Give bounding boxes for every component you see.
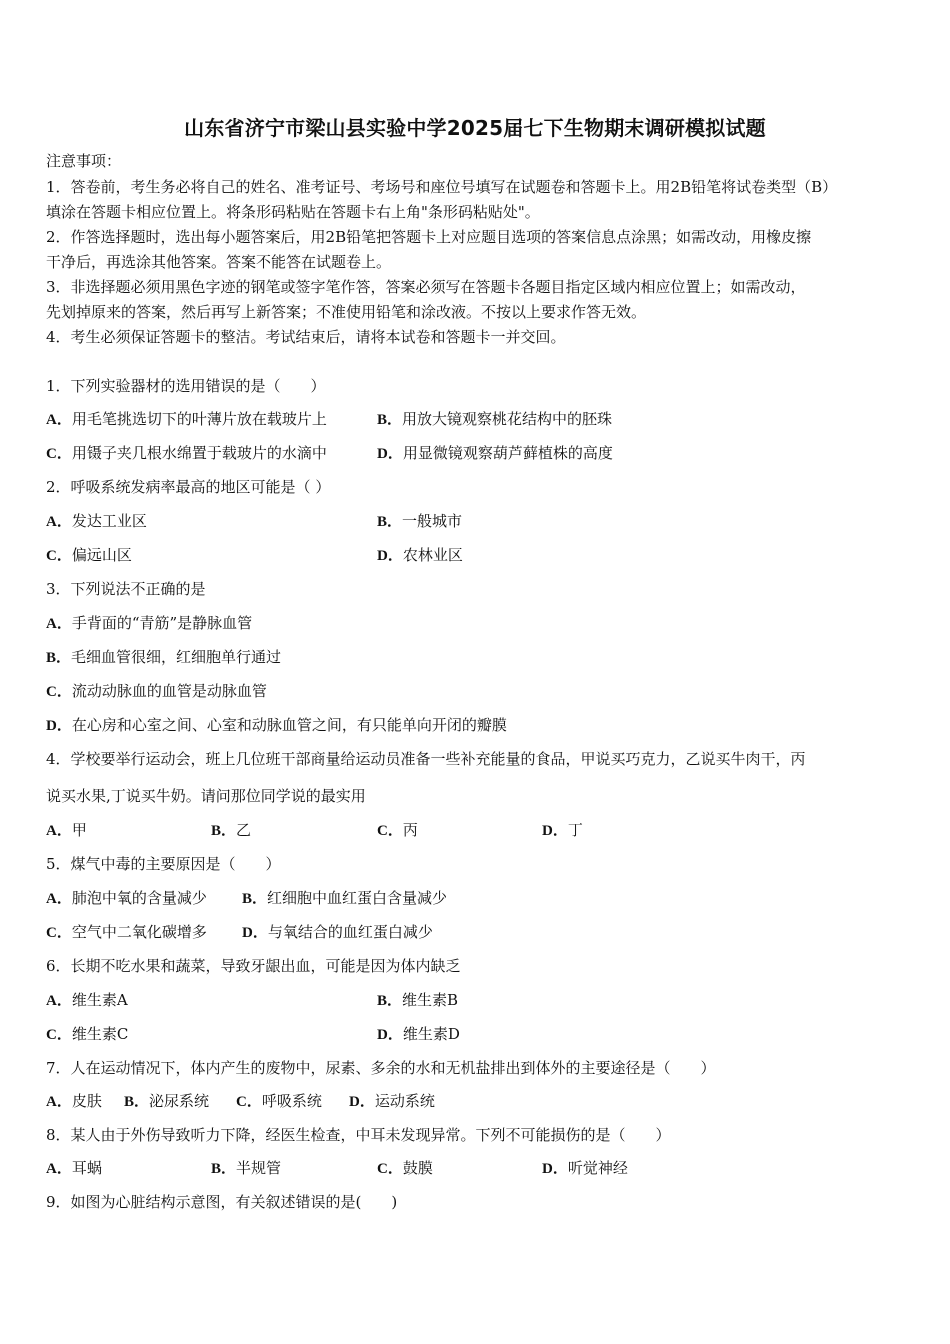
question-option: A．耳蜗 xyxy=(46,1159,102,1177)
notice-line: 1．答卷前，考生务必将自己的姓名、准考证号、考场号和座位号填写在试题卷和答题卡上。用2B铅笔将试卷类型（B） xyxy=(46,178,838,196)
question-option: A．用毛笔挑选切下的叶薄片放在载玻片上 xyxy=(46,410,327,428)
notice-line: 干净后，再选涂其他答案。答案不能答在试题卷上。 xyxy=(46,253,392,271)
notice-line: 4．考生必须保证答题卡的整洁。考试结束后，请将本试卷和答题卡一并交回。 xyxy=(46,328,566,346)
notice-line: 3．非选择题必须用黑色字迹的钢笔或签字笔作答，答案必须写在答题卡各题目指定区域内相应位置上；如需改动， xyxy=(46,278,806,296)
question-option: C．丙 xyxy=(377,821,418,839)
question-option: B．半规管 xyxy=(211,1159,282,1177)
question-stem: 2．呼吸系统发病率最高的地区可能是（ ） xyxy=(46,478,331,496)
notice-line: 2．作答选择题时，选出每小题答案后，用2B铅笔把答题卡上对应题目选项的答案信息点涂黑；如需改动，用橡皮擦 xyxy=(46,228,812,246)
question-option: A．皮肤 xyxy=(46,1092,102,1110)
question-option: C．流动动脉血的血管是动脉血管 xyxy=(46,682,267,700)
question-option: B．毛细血管很细，红细胞单行通过 xyxy=(46,648,282,666)
question-option: D．丁 xyxy=(542,821,583,839)
question-stem: 说买水果,丁说买牛奶。请问那位同学说的最实用 xyxy=(46,787,366,805)
question-option: A．发达工业区 xyxy=(46,512,147,530)
question-stem: 9．如图为心脏结构示意图，有关叙述错误的是( ) xyxy=(46,1193,398,1211)
question-option: C．鼓膜 xyxy=(377,1159,433,1177)
question-option: B．乙 xyxy=(211,821,252,839)
notice-heading: 注意事项： xyxy=(46,152,122,170)
question-option: C．空气中二氧化碳增多 xyxy=(46,923,207,941)
notice-line: 先划掉原来的答案，然后再写上新答案；不准使用铅笔和涂改液。不按以上要求作答无效。 xyxy=(46,303,647,321)
question-option: C．用镊子夹几根水绵置于载玻片的水滴中 xyxy=(46,444,327,462)
question-option: B．一般城市 xyxy=(377,512,463,530)
question-stem: 3．下列说法不正确的是 xyxy=(46,580,206,598)
question-stem: 6．长期不吃水果和蔬菜，导致牙龈出血，可能是因为体内缺乏 xyxy=(46,957,461,975)
question-stem: 8．某人由于外伤导致听力下降，经医生检查，中耳未发现异常。下列不可能损伤的是（ ） xyxy=(46,1126,671,1144)
question-option: A．手背面的“青筋”是静脉血管 xyxy=(46,614,253,632)
question-stem: 1．下列实验器材的选用错误的是（ ） xyxy=(46,377,326,395)
question-option: C．呼吸系统 xyxy=(236,1092,322,1110)
question-option: D．维生素D xyxy=(377,1025,460,1043)
question-stem: 7．人在运动情况下，体内产生的废物中，尿素、多余的水和无机盐排出到体外的主要途径是（ ） xyxy=(46,1059,716,1077)
question-option: D．与氧结合的血红蛋白减少 xyxy=(242,923,433,941)
question-option: D．听觉神经 xyxy=(542,1159,628,1177)
question-option: B．维生素B xyxy=(377,991,459,1009)
question-option: C．维生素C xyxy=(46,1025,129,1043)
question-option: C．偏远山区 xyxy=(46,546,132,564)
question-option: B．泌尿系统 xyxy=(124,1092,210,1110)
question-stem: 5．煤气中毒的主要原因是（ ） xyxy=(46,855,281,873)
question-option: B．用放大镜观察桃花结构中的胚珠 xyxy=(377,410,613,428)
question-option: A．维生素A xyxy=(46,991,128,1009)
question-option: D．在心房和心室之间、心室和动脉血管之间，有只能单向开闭的瓣膜 xyxy=(46,716,507,734)
question-option: A．甲 xyxy=(46,821,87,839)
question-option: D．农林业区 xyxy=(377,546,463,564)
question-option: D．运动系统 xyxy=(349,1092,435,1110)
question-option: A．肺泡中氧的含量减少 xyxy=(46,889,207,907)
question-option: D．用显微镜观察葫芦藓植株的高度 xyxy=(377,444,613,462)
page-title: 山东省济宁市梁山县实验中学2025届七下生物期末调研模拟试题 xyxy=(184,116,766,140)
question-option: B．红细胞中血红蛋白含量减少 xyxy=(242,889,448,907)
notice-line: 填涂在答题卡相应位置上。将条形码粘贴在答题卡右上角"条形码粘贴处"。 xyxy=(46,203,540,221)
question-stem: 4．学校要举行运动会，班上几位班干部商量给运动员准备一些补充能量的食品，甲说买巧克力，乙说买牛肉干，丙 xyxy=(46,750,806,768)
